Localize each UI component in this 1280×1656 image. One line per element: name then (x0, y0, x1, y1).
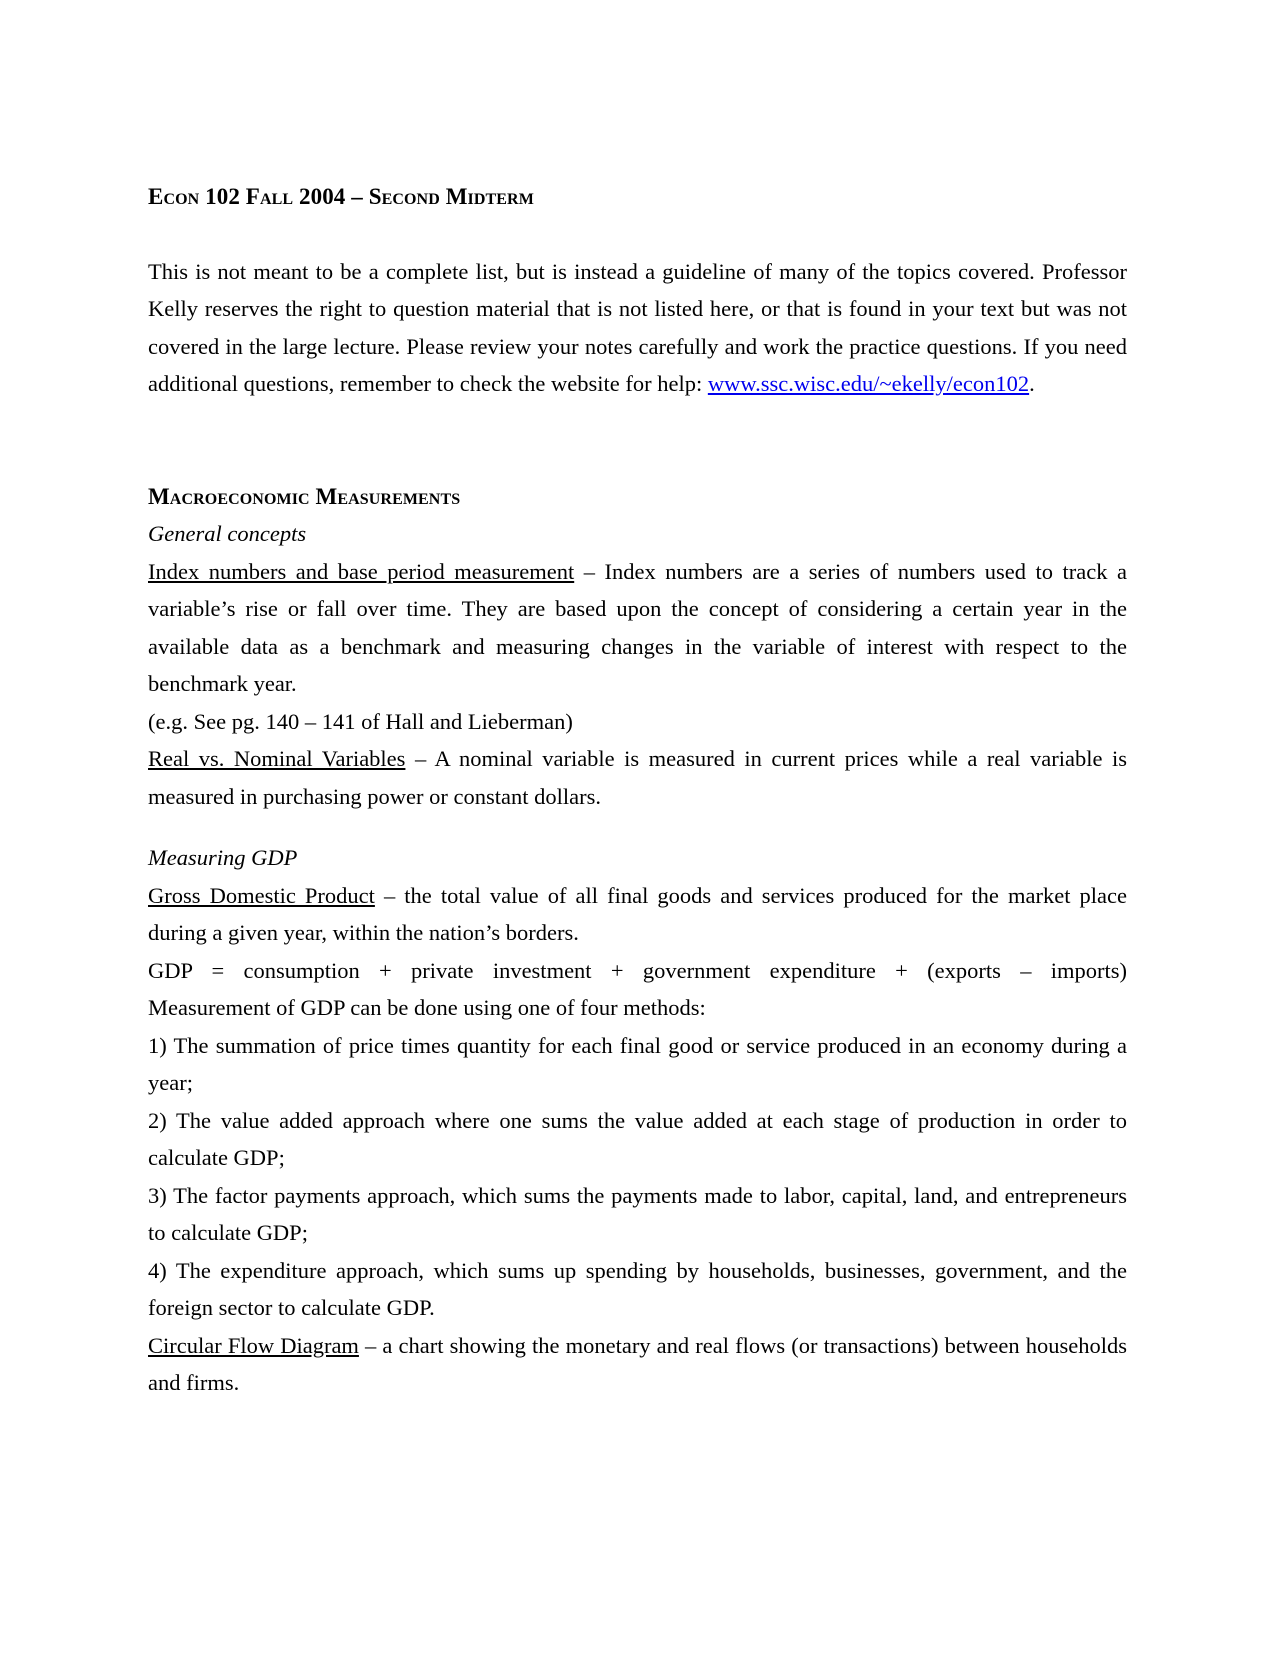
definition-circular-flow: – a chart showing the monetary and real flows (or transactions) between households and firms. (148, 1332, 1127, 1395)
spacer (148, 815, 1127, 839)
method-item: 1) The summation of price times quantity for each final good or service produced in an economy during a year; (148, 1032, 1127, 1095)
real-nominal-paragraph (148, 740, 1127, 815)
definition-index-numbers: – Index numbers are a series of numbers used to track a variable’s rise or fall over time. They are based upon the concept of considering a certain year in the available data as a benchmark and measuring changes in the variable of interest with respect to the benchmark year. (148, 558, 1127, 696)
spacer (148, 403, 1127, 478)
term-real-nominal: Real vs. Nominal Variables (148, 746, 406, 771)
course-website-link[interactable]: www.ssc.wisc.edu/~ekelly/econ102 (707, 371, 1030, 396)
intro-text: This is not meant to be a complete list, but is instead a guideline of many of the topics covered. Professor Kelly reserves the right to question material that is not listed here, or that is found in your text but was not covered in the large lecture. Please review your notes carefully and work the practice questions. If you need additional questions, remember to check the website for help: (148, 258, 1127, 396)
method-item: 4) The expenditure approach, which sums up spending by households, businesses, government, and the foreign sector to calculate GDP. (148, 1257, 1127, 1320)
definition-real-nominal: – A nominal variable is measured in current prices while a real variable is measured in purchasing power or constant dollars. (148, 746, 1128, 809)
section-heading: Macroeconomic Measurements (148, 483, 461, 509)
index-numbers-paragraph (148, 553, 1127, 703)
intro-paragraph (148, 253, 1127, 403)
subheading-measuring-gdp: Measuring GDP (148, 845, 298, 870)
term-gdp: Gross Domestic Product (148, 882, 375, 908)
gdp-paragraph (148, 877, 1127, 952)
term-index-numbers: Index numbers and base period measurement (148, 558, 575, 584)
example-reference: (e.g. See pg. 140 – 141 of Hall and Lieberman) (148, 708, 573, 734)
document-title: Econ 102 Fall 2004 – Second Midterm (148, 184, 534, 209)
methods-intro: Measurement of GDP can be done using one of four methods: (148, 995, 706, 1020)
gdp-formula: GDP = consumption + private investment + government expenditure + (exports – imports) (148, 957, 1127, 983)
term-circular-flow: Circular Flow Diagram (148, 1332, 359, 1358)
intro-end: . (1029, 371, 1035, 396)
spacer (148, 216, 1127, 253)
method-item: 3) The factor payments approach, which sums the payments made to labor, capital, land, and entrepreneurs to calculate GDP; (148, 1182, 1127, 1245)
document-page (148, 178, 1127, 1402)
circular-flow-paragraph (148, 1327, 1127, 1402)
subheading-general-concepts: General concepts (148, 521, 307, 546)
definition-gdp: – the total value of all final goods and services produced for the market place during a given year, within the nation’s borders. (148, 882, 1127, 945)
method-item: 2) The value added approach where one sums the value added at each stage of production in order to calculate GDP; (148, 1107, 1127, 1170)
